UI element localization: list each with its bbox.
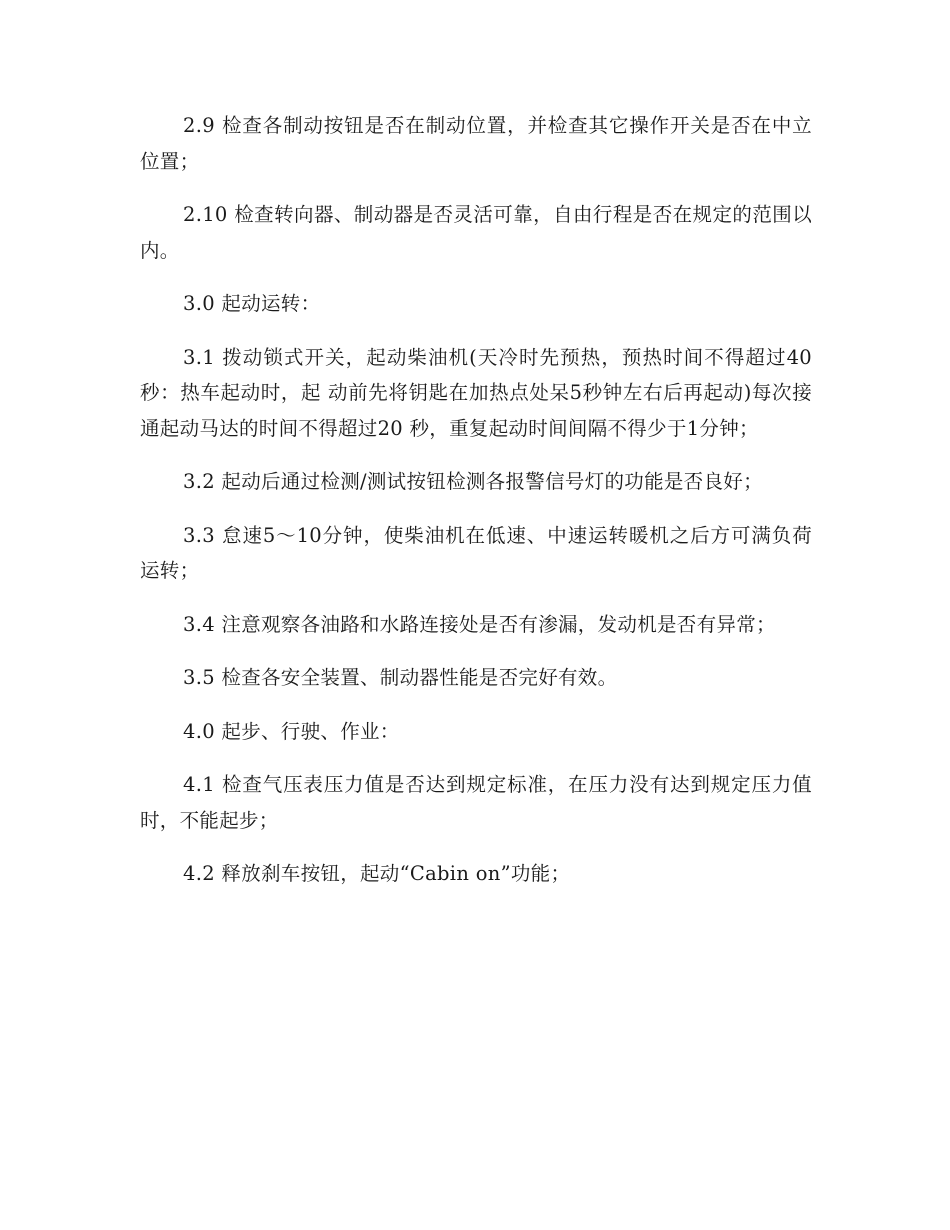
section-heading-4-0: 4.0 起步、行驶、作业：: [183, 719, 400, 743]
paragraph-3-4: 3.4 注意观察各油路和水路连接处是否有渗漏，发动机是否有异常；: [183, 612, 776, 636]
paragraph-3-2: 3.2 起动后通过检测/测试按钮检测各报警信号灯的功能是否良好；: [183, 470, 763, 493]
paragraph-2-9: 2.9 检查各制动按钮是否在制动位置，并检查其它操作开关是否在中立位置；: [140, 114, 812, 173]
paragraph-4-2: 4.2 释放刹车按钮，起动“Cabin on”功能；: [183, 862, 571, 885]
section-heading-3-0: 3.0 起动运转：: [183, 292, 321, 315]
paragraph-4-1: 4.1 检查气压表压力值是否达到规定标准，在压力没有达到规定压力值时，不能起步；: [140, 773, 812, 832]
paragraph-3-1: 3.1 拨动锁式开关，起动柴油机(天冷时先预热，预热时间不得超过40秒：热车起动时，起 动前先将钥匙在加热点处呆5秒钟左右后再起动)每次接通起动马达的时间不得超过20 秒，重复起动时间间隔不得少于1分钟；: [140, 345, 812, 440]
paragraph-2-10: 2.10 检查转向器、制动器是否灵活可靠，自由行程是否在规定的范围以内。: [140, 203, 812, 262]
paragraph-3-5: 3.5 检查各安全装置、制动器性能是否完好有效。: [183, 666, 618, 689]
document-body: [140, 108, 812, 910]
paragraph-3-3: 3.3 怠速5～10分钟，使柴油机在低速、中速运转暖机之后方可满负荷运转；: [140, 523, 812, 582]
